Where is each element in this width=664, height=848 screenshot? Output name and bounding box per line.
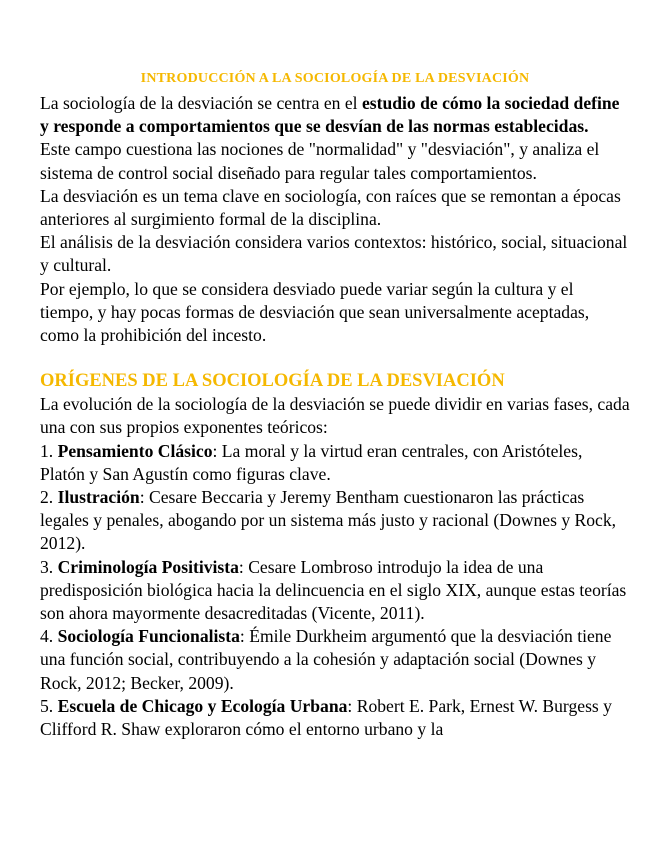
item-name: Ilustración — [57, 487, 140, 508]
paragraph-key-topic: La desviación es un tema clave en sociología, con raíces que se remontan a épocas anteriores al surgimiento formal de la disciplina. — [40, 185, 621, 230]
paragraph-text: La sociología de la desviación se centra en el — [40, 93, 362, 113]
list-item — [40, 486, 630, 556]
item-name: Escuela de Chicago y Ecología Urbana — [57, 695, 348, 716]
list-item — [40, 695, 630, 741]
item-name: Pensamiento Clásico — [57, 440, 213, 461]
list-item — [40, 440, 630, 486]
item-number: 1. — [40, 440, 58, 461]
paragraph-field: Este campo cuestiona las nociones de "normalidad" y "desviación", y analiza el sistema de control social diseñado para regular tales comportamientos. — [40, 139, 600, 183]
item-number: 4. — [40, 626, 58, 647]
item-text: : La moral y la virtud eran centrales, con Aristóteles, Platón y San Agustín como figuras clave. — [40, 440, 583, 484]
section-title-origenes: ORÍGENES DE LA SOCIOLOGÍA DE LA DESVIACIÓN — [40, 371, 505, 392]
item-name: Sociología Funcionalista — [57, 626, 240, 647]
paragraph-emphasis: estudio de cómo la sociedad define y responde a comportamientos que se desvían de las normas establecidas. — [40, 93, 620, 137]
item-number: 3. — [40, 556, 58, 577]
item-text: : Émile Durkheim argumentó que la desviación tiene una función social, contribuyendo a la cohesión y adaptación social (Downes y Rock, 2012; Becker, 2009). — [40, 626, 612, 693]
item-number: 2. — [40, 487, 58, 508]
paragraph-definition — [40, 92, 630, 138]
paragraph-example: Por ejemplo, lo que se considera desviado puede variar según la cultura y el tiempo, y hay pocas formas de desviación que sean universalmente aceptadas, como la prohibición del incesto. — [40, 278, 590, 346]
item-number: 5. — [40, 695, 58, 716]
list-item — [40, 556, 630, 626]
item-text: : Cesare Beccaria y Jeremy Bentham cuestionaron las prácticas legales y penales, abogando por un sistema más justo y racional (Downes y Rock, 2012). — [40, 487, 617, 554]
section-title-introduccion: INTRODUCCIÓN A LA SOCIOLOGÍA DE LA DESVIACIÓN — [140, 71, 530, 86]
paragraph-evolution: La evolución de la sociología de la desviación se puede dividir en varias fases, cada una con sus propios exponentes teóricos: — [40, 394, 630, 438]
item-name: Criminología Positivista — [57, 556, 239, 577]
item-text: : Cesare Lombroso introdujo la idea de una predisposición biológica hacia la delincuencia en el siglo XIX, aunque estas teorías son ahora mayormente desacreditadas (Vicente, 2011). — [40, 556, 627, 624]
list-item — [40, 625, 630, 695]
document-page — [40, 66, 630, 741]
paragraph-contexts: El análisis de la desviación considera varios contextos: histórico, social, situacional y cultural. — [40, 232, 628, 276]
item-text: : Robert E. Park, Ernest W. Burgess y Clifford R. Shaw exploraron cómo el entorno urbano y la — [40, 695, 612, 740]
